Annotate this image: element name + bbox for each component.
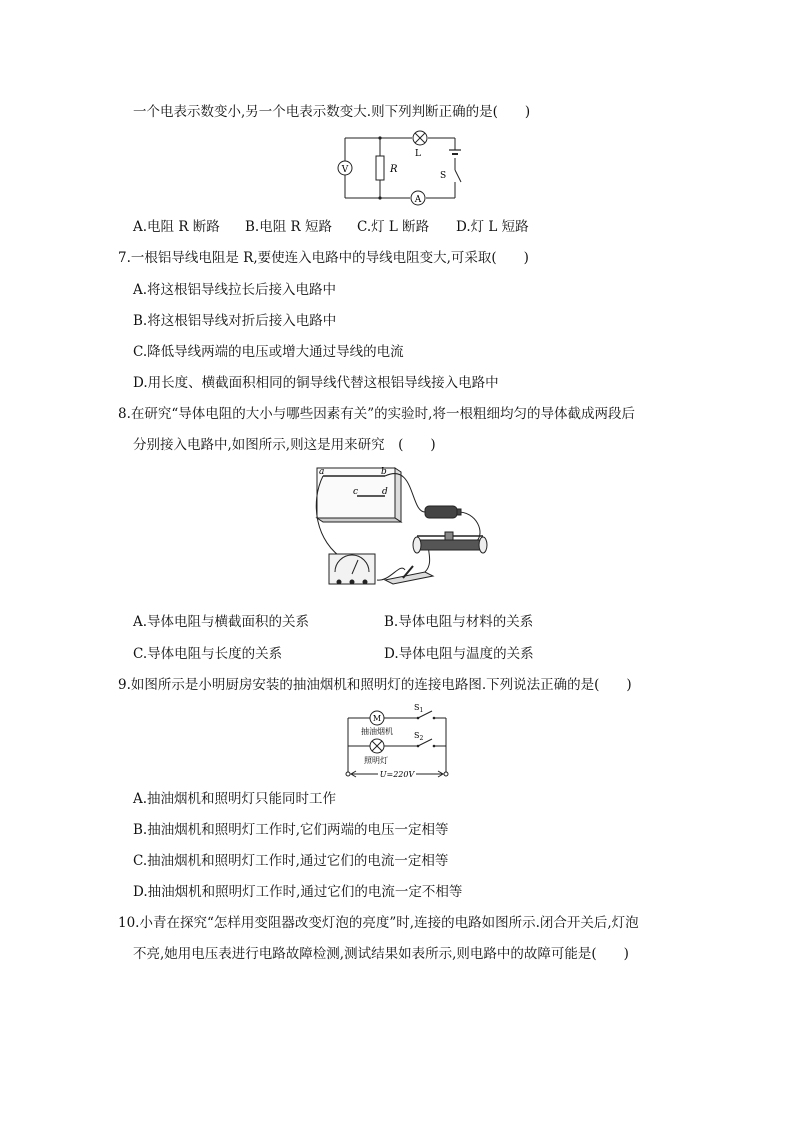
q6-option-b: B.电阻 R 短路 — [245, 219, 332, 235]
q8-stem-line2: 分别接入电路中,如图所示,则这是用来研究 ( ) — [133, 437, 436, 453]
switch-label: S — [440, 171, 447, 181]
q9-option-b: B.抽油烟机和照明灯工作时,它们两端的电压一定相等 — [133, 822, 449, 838]
q8-option-a: A.导体电阻与横截面积的关系 — [133, 614, 310, 630]
q9-option-c: C.抽油烟机和照明灯工作时,通过它们的电流一定相等 — [133, 853, 449, 869]
point-a-label: a — [319, 467, 325, 477]
voltmeter-label: V — [341, 165, 349, 175]
voltage-label: U=220V — [379, 770, 415, 779]
q9-kitchen-circuit-diagram — [338, 700, 456, 782]
lamp-label: L — [415, 149, 421, 159]
q6-option-c: C.灯 L 断路 — [357, 219, 430, 235]
q6-circuit-diagram — [330, 128, 470, 208]
q7-option-d: D.用长度、横截面积相同的铜导线代替这根铝导线接入电路中 — [133, 375, 499, 391]
q10-stem-line1: 10.小青在探究“怎样用变阻器改变灯泡的亮度”时,连接的电路如图所示.闭合开关后,灯泡 — [118, 915, 639, 931]
q8-option-d: D.导体电阻与温度的关系 — [384, 646, 534, 662]
q10-stem-line2: 不亮,她用电压表进行电路故障检测,测试结果如表所示,则电路中的故障可能是( ) — [133, 946, 629, 962]
switch-s1-label: $S_1$ — [414, 703, 424, 714]
motor-label: M — [372, 714, 382, 723]
q8-option-b: B.导体电阻与材料的关系 — [384, 614, 534, 630]
q7-stem: 7.一根铝导线电阻是 R,要使连入电路中的导线电阻变大,可采取( ) — [118, 250, 529, 266]
point-b-label: b — [381, 467, 387, 477]
resistor-label: R — [390, 164, 398, 175]
switch-s2-label: $S_2$ — [414, 731, 424, 742]
q6-option-a: A.电阻 R 断路 — [133, 219, 220, 235]
q7-option-b: B.将这根铝导线对折后接入电路中 — [133, 313, 337, 329]
point-c-label: c — [353, 487, 359, 497]
q9-option-a: A.抽油烟机和照明灯只能同时工作 — [133, 791, 337, 807]
point-d-label: d — [382, 487, 388, 497]
q7-option-a: A.将这根铝导线拉长后接入电路中 — [133, 282, 337, 298]
q9-option-d: D.抽油烟机和照明灯工作时,通过它们的电流一定不相等 — [133, 884, 463, 900]
q6-option-d: D.灯 L 短路 — [456, 219, 529, 235]
fan-label: 抽油烟机 — [361, 727, 393, 736]
q6-stem-continuation: 一个电表示数变小,另一个电表示数变大.则下列判断正确的是( ) — [133, 104, 531, 120]
ammeter-label: A — [414, 195, 422, 205]
q8-option-c: C.导体电阻与长度的关系 — [133, 646, 283, 662]
q8-stem-line1: 8.在研究“导体电阻的大小与哪些因素有关”的实验时,将一根粗细均匀的导体截成两段后 — [118, 406, 635, 422]
lamp-caption: 照明灯 — [364, 756, 388, 765]
q7-option-c: C.降低导线两端的电压或增大通过导线的电流 — [133, 344, 404, 360]
q8-experiment-apparatus — [305, 462, 495, 592]
q9-stem: 9.如图所示是小明厨房安装的抽油烟机和照明灯的连接电路图.下列说法正确的是( ) — [118, 677, 632, 693]
